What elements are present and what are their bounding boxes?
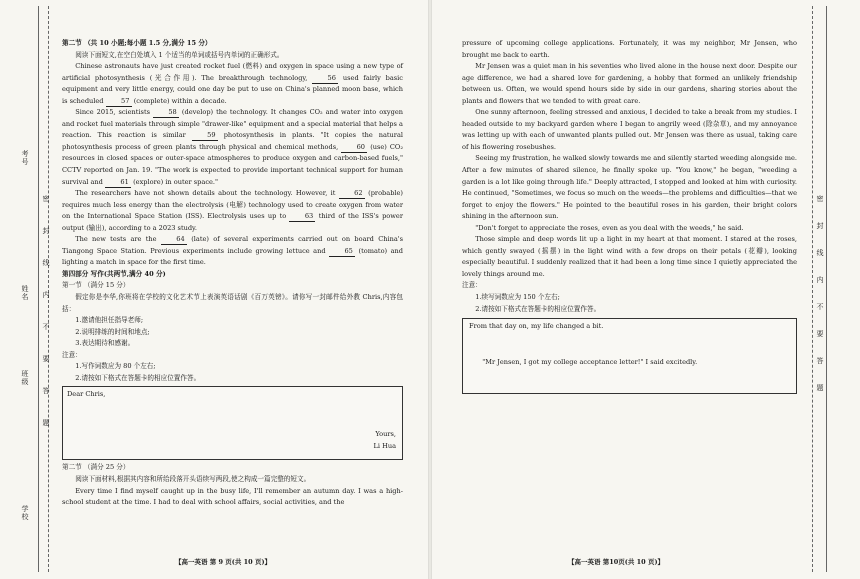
seal-char: 密: [42, 195, 50, 203]
seal-char: 答: [42, 387, 50, 395]
text-run: Since 2015, scientists: [75, 108, 150, 117]
continuation-opening-2: "Mr Jensen, I got my college acceptance letter!" I said excitedly.: [482, 357, 698, 366]
left-seal-line: [48, 6, 49, 572]
seal-char: 不: [42, 323, 50, 331]
seal-char: 内: [816, 276, 824, 284]
seal-char: 线: [42, 259, 50, 267]
note-label: 注意：: [462, 281, 482, 290]
letter-closing: Yours,: [375, 430, 396, 439]
exam-no-label: 考号: [21, 150, 29, 166]
section2-instructions: 阅读下面短文,在空白处填入 1 个适当的单词或括号内单词的正确形式。: [75, 50, 284, 59]
task-item-3: 3.表达期待和感谢。: [75, 339, 135, 348]
note-label: 注意：: [62, 350, 82, 359]
name-label: 姓名: [21, 285, 29, 301]
text-run: (develop) the technology. It changes CO₂ and water into oxygen and rocket fuel materials through simple "drawer-like" equipment and a special material that helps a reaction. This reaction is similar: [62, 108, 403, 140]
text-run: (use) CO₂ resources in closed spaces or outer-space atmospheres to produce oxygen and carbon-based fuels," CCTV reported on Jan. 19. "The work is expected to provide important technical support for human survival and: [62, 142, 403, 186]
text-run: used fairly basic equipment and very little energy, could one day be put to use on China's planned moon base, which is scheduled: [62, 73, 403, 105]
part4-header: 第四部分 写作(共两节,满分 40 分): [62, 269, 166, 278]
text-run: The new tests are the: [75, 235, 157, 244]
writing-section2-instructions: 阅读下面材料,根据其内容和所给段落开头语续写两段,使之构成一篇完整的短文。: [75, 474, 311, 483]
note-item-2: 2.请按如下格式在答题卡的相应位置作答。: [475, 304, 601, 313]
text-run: third of the ISS's power output (输出), according to a 2023 study.: [62, 212, 403, 232]
right-binding-line: [826, 6, 827, 572]
blank-62[interactable]: 62: [339, 189, 365, 199]
text-run: (probable) requires much less energy than the electrolysis (电解) technology used to create oxygen from water on the International Space Station (ISS). Electrolysis uses up to: [62, 189, 403, 221]
seal-char: 不: [816, 303, 824, 311]
right-seal-line: [812, 6, 813, 572]
passage-paragraph-3: [62, 188, 403, 234]
text-run: (complete) within a decade.: [133, 96, 227, 105]
letter-signature: Li Hua: [373, 442, 396, 451]
blank-58[interactable]: 58: [153, 108, 179, 118]
story-paragraph-2: Mr Jensen was a quiet man in his seventies who lived alone in the house next door. Despite our age difference, we had a shared love for gardening, a hobby that formed an unlikely friendship between us. Often, we would spend hours side by side in our gardens, sharing stories about the plants and flowers that we tended to with great care.: [462, 62, 797, 105]
left-binding-line: [38, 6, 39, 572]
story-paragraph-1-continued: pressure of upcoming college applications. Fortunately, it was my neighbor, Mr Jensen, who brought me back to earth.: [462, 39, 797, 59]
story-paragraph-6: Those simple and deep words lit up a light in my heart at that moment. I stared at the roses, which gently swayed (摇摆) in the light wind with a few drops on their petals (花瓣), looking especially beautiful. I suddenly realized that it had been a long time since I quietly appreciated the lovely things around me.: [462, 235, 797, 278]
seal-char: 要: [42, 355, 50, 363]
note-item-1: 1.续写词数应为 150 个左右;: [475, 293, 560, 302]
story-paragraph-5: "Don't forget to appreciate the roses, even as you deal with the weeds," he said.: [475, 223, 744, 232]
blank-56[interactable]: 56: [312, 74, 338, 84]
seal-char: 密: [816, 195, 824, 203]
seal-char: 线: [816, 249, 824, 257]
story-paragraph-4: Seeing my frustration, he walked slowly towards me and silently started weeding alongside me. After a few minutes of shared silence, he finally spoke up. "You know," he began, "weeding a garden is a lot like going through life." Deeply attracted, I stopped and looked at him with curiosity. He continued, "Sometimes, we focus so much on the weeds—the problems and difficulties—that we forget to enjoy the flowers." He pointed to the beautiful roses in his garden, their bright colors shining in the afternoon sun.: [462, 154, 797, 221]
page-fold: [428, 0, 432, 579]
story-paragraph-3: One sunny afternoon, feeling stressed and anxious, I decided to take a break from my studies. I headed outside to my backyard garden where I began to angrily weed (除杂草), and my annoyance was letting up with each of unwanted plants pulled out. Mr Jensen was there as usual, taking care of his flowering rosebushes.: [462, 108, 797, 151]
class-label: 班级: [21, 370, 29, 386]
seal-char: 封: [816, 222, 824, 230]
story-paragraph-1: Every time I find myself caught up in the busy life, I'll remember an autumn day. I was a high-school student at the time. I had to deal with school affairs, social activities, and the: [62, 486, 403, 507]
passage-paragraph-2: [62, 107, 403, 188]
right-column: [462, 38, 797, 394]
writing-section1-instructions: 假定你是李华,你班将在学校的文化艺术节上表演英语话剧《百万英镑》。请你写一封邮件给外教 Chris,内容包括：: [62, 293, 403, 313]
seal-char: 答: [816, 357, 824, 365]
seal-char: 题: [42, 419, 50, 427]
blank-61[interactable]: 61: [105, 178, 131, 188]
seal-char: 内: [42, 291, 50, 299]
text-run: (tomato) and lighting a match in space for the first time.: [62, 246, 403, 267]
continuation-opening-1: From that day on, my life changed a bit.: [469, 322, 604, 331]
note-item-2: 2.请按如下格式在答题卡的相应位置作答。: [75, 373, 201, 382]
blank-64[interactable]: 64: [161, 235, 187, 245]
text-run: photosynthesis in plants. "It copies the natural photosynthesis process of green plants through physical and chemical methods,: [62, 131, 403, 151]
task-item-1: 1.邀请他担任指导老师;: [75, 316, 144, 325]
note-item-1: 1.写作词数应为 80 个左右;: [75, 362, 156, 371]
blank-63[interactable]: 63: [289, 212, 315, 222]
seal-char: 题: [816, 384, 824, 392]
seal-char: 要: [816, 330, 824, 338]
school-label: 学校: [21, 505, 29, 521]
continuation-answer-box[interactable]: [462, 318, 797, 394]
left-column: [62, 38, 403, 509]
section2-header: 第二节 （共 10 小题;每小题 1.5 分,满分 15 分）: [62, 39, 212, 47]
text-run: (explore) in outer space.": [133, 177, 219, 186]
footer-page-9: 【高一英语 第 9 页(共 10 页)】: [175, 558, 272, 566]
passage-paragraph-4: [62, 234, 403, 269]
text-run: (late) of several experiments carried out on board China's Tiangong Space Station. Previous experiments include growing lettuce and: [62, 235, 403, 255]
text-run: Chinese astronauts have just created rocket fuel (燃料) and oxygen in space using a new type of artificial photosynthesis (光合作用). The breakthrough technology,: [62, 62, 403, 82]
task-item-2: 2.说明排练的时间和地点;: [75, 327, 150, 336]
writing-section2-header: 第二节 （满分 25 分）: [62, 463, 130, 472]
blank-59[interactable]: 59: [192, 131, 218, 141]
blank-57[interactable]: 57: [106, 97, 132, 107]
footer-page-10: 【高一英语 第10页(共 10 页)】: [568, 558, 665, 566]
blank-60[interactable]: 60: [341, 143, 367, 153]
letter-greeting: Dear Chris,: [67, 390, 106, 399]
text-run: The researchers have not shown details about the technology. However, it: [75, 189, 336, 198]
passage-paragraph-1: [62, 61, 403, 107]
blank-65[interactable]: 65: [329, 247, 355, 257]
letter-answer-box[interactable]: [62, 386, 403, 460]
writing-section1-header: 第一节 （满分 15 分）: [62, 281, 130, 290]
seal-char: 封: [42, 227, 50, 235]
